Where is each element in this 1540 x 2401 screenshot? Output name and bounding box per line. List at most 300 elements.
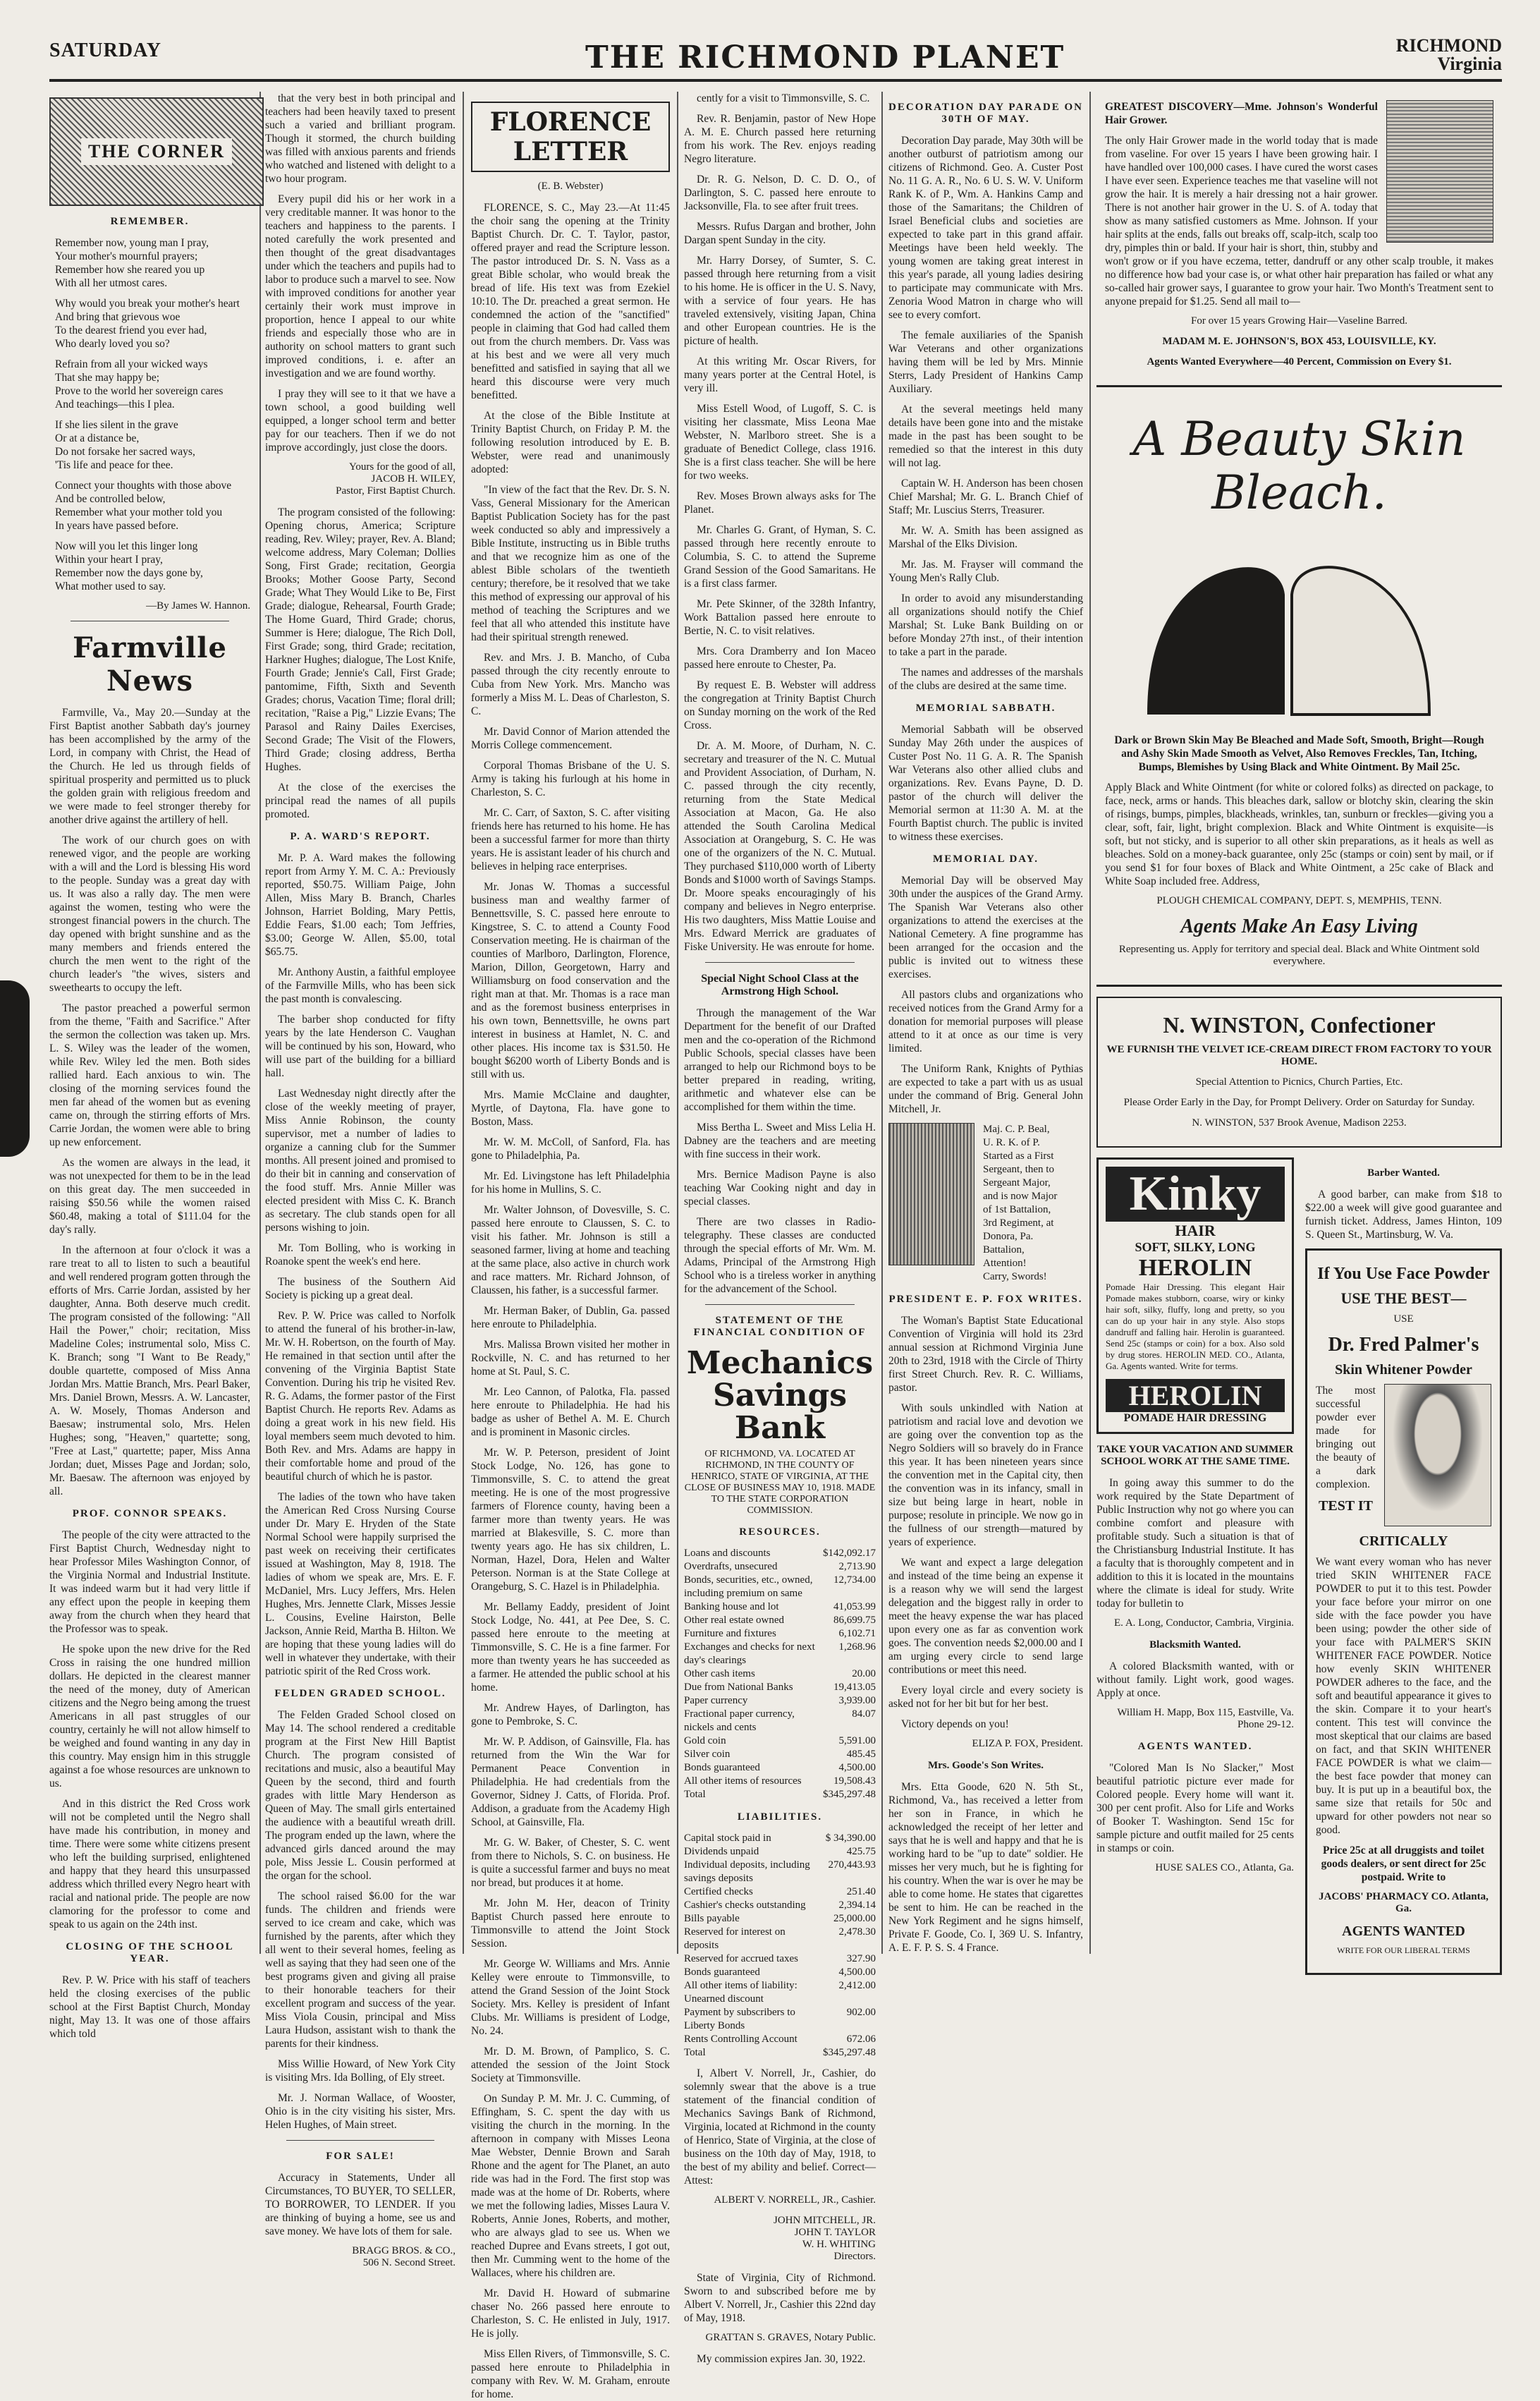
farmville-headline: Farmville News — [73, 631, 227, 698]
article-paragraph: FLORENCE, S. C., May 23.—At 11:45 the choir sang the opening at the Trinity Baptist Church. Dr. C. T. Taylor, pastor, offered prayer and read the Scripture lesson. The pastor introduced Dr. S. N. Vass as a great Bible scholar, who would break the bread of life. His text was from Ezekiel 10:10. The Dr. preached a great sermon. He condemned the action of the "sanctified" people in claiming that God had called them out from the church members. Dr. Vass was at his best and we were all very much benefitted and satisfied in saying that all we heard this discourse were very much benefitted. — [471, 202, 670, 401]
ledger-value: 2,412.00 — [838, 1980, 876, 1991]
masthead-place — [1396, 37, 1502, 73]
article-paragraph: The program consisted of the following: Opening chorus, America; Scripture reading, Rev. Wiley; prayer, Rev. A. Bland; welcome address, Mary Coleman; Dollies Song, First Grade; recitation, Georgia Brooks; Mother Goose Party, Second Grade; What They Would Like to Be, First Grade; dialogue, Rehearsal, Fourth Grade; The Home Guard, Third Grade; chorus, Summer is Here; dialogue, The Rich Doll, First Grade; song, third Grade; recitation, Harkner Hughes; dialogue, The Lost Knife, Fourth Grade; Jennie's Call, First Grade; pantomime, Fifth, Sixth and Seventh Grades; chorus, Vacation Time; floral drill; recitation, "Raise a Pig," Lizzie Evans; The Parasol and Rainy Dailes Exercises, Second Grade; The Visit of the Flowers, Third Grade; closing address, Bertha Hughes. — [265, 506, 456, 773]
ad-heading: GREATEST DISCOVERY—Mme. Johnson's Wonderful Hair Grower. — [1105, 101, 1378, 126]
ledger-row — [684, 1667, 876, 1681]
caption-line: Carry, Swords! — [983, 1271, 1047, 1282]
ledger-value: 4,500.00 — [838, 1762, 876, 1773]
closing-headline: CLOSING OF THE SCHOOL YEAR. — [66, 1941, 234, 1964]
herolin-ad — [1096, 1157, 1294, 1434]
bank-name: Mechanics Savings Bank — [686, 1345, 874, 1446]
letter-signature — [265, 461, 456, 497]
powder-price: Price 25c at all druggists and toilet goods dealers, or sent direct for 25c postpaid. Write to — [1321, 1844, 1486, 1883]
article-paragraph: Mr. Walter Johnson, of Dovesville, S. C. passed here enroute to Claussen, S. C. to visit his father. Mr. Johnson is still a seasoned farmer, living at home and teaching at the same place, also active in church work and race matters. Mr. Richard Johnson, of Claussen, his father, is a successful farmer. — [471, 1204, 670, 1296]
powder-product: Skin Whitener Powder — [1335, 1362, 1472, 1378]
ledger-label: Loans and discounts — [684, 1548, 771, 1559]
decoration-headline: DECORATION DAY PARADE ON 30TH OF MAY. — [888, 102, 1083, 125]
article-paragraph: Mr. Jas. M. Frayser will command the Young Men's Rally Club. — [888, 559, 1083, 584]
lower-ads-right — [1305, 1157, 1502, 1985]
ledger-value: 41,053.99 — [833, 1601, 876, 1612]
total-value: $345,297.48 — [823, 2047, 876, 2058]
lower-ads-left — [1096, 1157, 1294, 1985]
ledger-label: Exchanges and checks for next day's clearings — [684, 1641, 815, 1666]
article-paragraph: Mr. W. A. Smith has been assigned as Marshal of the Elks Division. — [888, 525, 1083, 550]
column-6-ads — [1096, 92, 1502, 1954]
fox-signature: ELIZA P. FOX, President. — [972, 1738, 1083, 1749]
ledger-label: Rents Controlling Account — [684, 2034, 798, 2045]
caption-line: Sergeant, then to — [983, 1164, 1054, 1175]
winston-address: N. WINSTON, 537 Brook Avenue, Madison 2253. — [1192, 1117, 1407, 1129]
article-paragraph: In order to avoid any misunderstanding all organizations should notify the Chief Marshal; St. Luke Bank Building on or before Monday 27th inst., of their intention to take a part in the parade. — [888, 592, 1083, 658]
caption-line: Donora, Pa. — [983, 1231, 1034, 1242]
column-divider — [259, 92, 261, 1954]
herolin-name-footer: HEROLIN — [1106, 1379, 1285, 1412]
article-paragraph: At the close of the exercises the principal read the names of all pupils promoted. — [265, 782, 456, 820]
bank-location: OF RICHMOND, VA. LOCATED AT RICHMOND, IN THE COUNTY OF HENRICO, STATE OF VIRGINIA, AT THE CLOSE OF BUSINESS MAY 10, 1918. MADE TO THE STATE CORPORATION COMMISSION. — [684, 1449, 876, 1516]
ledger-value: 2,713.90 — [838, 1561, 876, 1572]
poem-line: To the dearest friend you ever had, — [55, 324, 207, 336]
ledger-row — [684, 2033, 876, 2046]
article-paragraph: The people of the city were attracted to the First Baptist Church, Wednesday night to hear Professor Miles Washington Connor, of the Virginia Normal and Industrial Institute. It was indeed warm but it had very little if any effect upon the people in keeping them away from the church when they heard that the Professor was to speak. — [49, 1529, 250, 1635]
article-paragraph: At the several meetings held many details have been gone into and the mistake made in the past has been sought to be remedied so that the interest in this duty will not lag. — [888, 403, 1083, 469]
article-paragraph: Rev. P. W. Price with his staff of teachers held the closing exercises of the public school at the First Baptist Church, Monday night, May 13. It was one of those affairs which told — [49, 1974, 250, 2040]
poem-line: Prove to the world her sovereign cares — [55, 385, 224, 397]
poem-line: That she may happy be; — [55, 372, 160, 384]
lower-ads — [1096, 1157, 1502, 1985]
article-paragraph: Dr. A. M. Moore, of Durham, N. C. secretary and treasurer of the N. C. Mutual and Provident Association, of Durham, N. C. passed through the city recently, returning from the State Medical Association at Macon, Ga. He also attended the South Carolina Medical Association at Orangeburg, S. C. He was one of the organizers of the N. C. Mutual. They purchased $110,000 worth of Liberty Bonds and $1000 worth of Savings Stamps. Dr. Moore speaks encouragingly of his company and believes in Negro enterprise. His two daughters, Miss Mattie Louise and Mrs. Edward Merrick are graduates of Fiske University. He was enroute for home. — [684, 740, 876, 953]
beal-portrait-block — [888, 1123, 1083, 1284]
ledger-value: 1,268.96 — [838, 1641, 876, 1653]
poem-line: Why would you break your mother's heart — [55, 298, 240, 310]
masthead-title: THE RICHMOND PLANET — [585, 39, 1065, 75]
poem-line: Refrain from all your wicked ways — [55, 358, 208, 370]
article-paragraph: Mr. Anthony Austin, a faithful employee of the Farmville Mills, who has been sick the past month is convalescing. — [265, 966, 456, 1005]
caption-line: U. R. K. of P. — [983, 1137, 1040, 1148]
article-paragraph: At this writing Mr. Oscar Rivers, for many years porter at the Central Hotel, is very ill. — [684, 355, 876, 394]
poem-line: If she lies silent in the grave — [55, 419, 178, 431]
powder-test: TEST IT CRITICALLY — [1319, 1498, 1448, 1549]
article-paragraph: Miss Willie Howard, of New York City is visiting Mrs. Ida Bolling, of Ely street. — [265, 2058, 456, 2084]
article-paragraph: Corporal Thomas Brisbane of the U. S. Army is taking his furlough at his home in Charleston, S. C. — [471, 760, 670, 798]
poem-line: What mother used to say. — [55, 581, 166, 592]
article-paragraph: that the very best in both principal and teachers had been heavily taxed to present such a varied and brilliant program. Though it stormed, the church building was filled with anxious parents and friends who watched and listened with delight to a two hour program. — [265, 92, 456, 185]
ledger-label: Reserved for accrued taxes — [684, 1953, 798, 1964]
signature-line: JACOB H. WILEY, — [371, 473, 456, 485]
ledger-label: Silver coin — [684, 1749, 731, 1760]
article-paragraph: Mr. P. A. Ward makes the following report from Army Y. M. C. A.: Previously reported, $50.75. William Paige, John Allen, Miss Mary B. Branch, Charles Johnson, Harriet Bolding, Mary Pettis, Eddie Fears, $1.00 each; Tom Jeffries, $3.00; George W. Allen, $5.00, total $65.75. — [265, 852, 456, 958]
winston-note: Special Attention to Picnics, Church Parties, Etc. — [1195, 1076, 1403, 1088]
bank-statement-pre: STATEMENT OF THE FINANCIAL CONDITION OF — [693, 1315, 867, 1338]
ledger-value: 20.00 — [852, 1668, 876, 1679]
column-divider — [881, 92, 883, 1954]
right-face-silhouette — [1292, 567, 1429, 715]
article-paragraph: Every loyal circle and every society is asked not for her bit but for her best. — [888, 1684, 1083, 1710]
article-paragraph: Mr. Pete Skinner, of the 328th Infantry, Work Battalion passed here enroute to Bertie, N. C. to visit relatives. — [684, 598, 876, 637]
poem-line: And teachings—this I plea. — [55, 399, 175, 411]
soldier-photo — [888, 1123, 974, 1265]
felden-headline: FELDEN GRADED SCHOOL. — [274, 1688, 446, 1699]
ledger-row — [684, 1761, 876, 1775]
ledger-value: 84.07 — [852, 1708, 876, 1720]
kinky-hair: HAIR — [1175, 1222, 1216, 1239]
ledger-label: Other real estate owned — [684, 1615, 785, 1626]
winston-order: Please Order Early in the Day, for Prompt Delivery. Order on Saturday for Sunday. — [1123, 1097, 1475, 1108]
herolin-subtitle: POMADE HAIR DRESSING — [1123, 1412, 1267, 1424]
ledger-label: Payment by subscribers to Liberty Bonds — [684, 2007, 795, 2031]
ledger-value: 25,000.00 — [833, 1913, 876, 1924]
blacksmith-body: A colored Blacksmith wanted, with or without family. Light work, good wages. Apply at once. — [1096, 1660, 1294, 1699]
caption-line: and is now Major — [983, 1191, 1058, 1202]
article-paragraph: Mrs. Etta Goode, 620 N. 5th St., Richmond, Va., has received a letter from her son in France, in which he acknowledged the receipt of her letter and says that he is well and happy and that he is working hard to be "up to date" soldier. He misses her very much, but he is fighting for his country. When the war is over he may be able to come home. He states that cigarettes be sent to him. He can be reached in the New York Regiment and he signs himself, Private F. Goode, Co. I, 369 U. S. Infantry, A. E. F. P. S. S. 4 France. — [888, 1781, 1083, 1954]
ledger-value: 251.40 — [846, 1886, 876, 1897]
page-damage — [0, 980, 30, 1157]
divider — [286, 2140, 434, 2141]
poem-line: Remember how she reared you up — [55, 264, 205, 276]
powder-address: JACOBS' PHARMACY CO. Atlanta, Ga. — [1319, 1891, 1489, 1914]
ad-address: MADAM M. E. JOHNSON'S, BOX 453, LOUISVILLE, KY. — [1162, 336, 1436, 347]
bleach-address: PLOUGH CHEMICAL COMPANY, DEPT. S, MEMPHIS, TENN. — [1156, 895, 1442, 906]
director-name: JOHN MITCHELL, JR. — [774, 2215, 876, 2226]
barber-headline: Barber Wanted. — [1367, 1167, 1440, 1179]
article-paragraph: Accuracy in Statements, Under all Circumstances, TO BUYER, TO SELLER, TO BORROWER, TO LENDER. If you are thinking of buying a home, see us and save money. We have lots of them for sale. — [265, 2172, 456, 2237]
article-paragraph: Mrs. Malissa Brown visited her mother in Rockville, N. C. and has returned to her home at St. Paul, S. C. — [471, 1339, 670, 1378]
ledger-value: 2,394.14 — [838, 1899, 876, 1911]
poem-line: Or at a distance be, — [55, 432, 140, 444]
powder-body-2: We want every woman who has never tried SKIN WHITENER FACE POWDER to put it to this test. Powder your face before your mirror on one side with the face powder you have been using; powder the other side of your face with PALMER'S SKIN WHITENER FACE POWDER. Notice how evenly SKIN WHITENER POWDER adheres to the face, and the soft and beautiful appearance it gives to the skin. Compare it to your heart's content. This test will convince the most skeptical that our claims are based on fact, and that SKIN WHITENER FACE POWDER is what we claim—the best face powder that money can buy. It is put up in a beautiful box, the same size that retails for 50c and upward for other powders not near so good. — [1316, 1556, 1491, 1836]
article-paragraph: Mr. Herman Baker, of Dublin, Ga. passed here enroute to Philadelphia. — [471, 1305, 670, 1330]
ledger-row — [684, 1979, 876, 2006]
ledger-row — [684, 1708, 876, 1734]
bank-oath: I, Albert V. Norrell, Jr., Cashier, do solemnly swear that the above is a true statement of the financial condition of Mechanics Savings Bank of Richmond, Virginia, located at Richmond in the county of Henrico, State of Virginia, at the close of business on the 10th day of May, 1918, to the best of my ability and belief. Correct—Attest: — [684, 2067, 876, 2187]
signature-line: BRAGG BROS. & CO., — [352, 2245, 456, 2256]
article-paragraph: Mr. Ed. Livingstone has left Philadelphia for his home in Mullins, S. C. — [471, 1170, 670, 1196]
article-paragraph: Mr. David H. Howard of submarine chaser No. 266 passed here enroute to Charleston, S. C. He enlisted in July, 1917. He is jolly. — [471, 2287, 670, 2340]
ledger-label: Banking house and lot — [684, 1601, 779, 1612]
ledger-label: Fractional paper currency, nickels and cents — [684, 1708, 795, 1733]
ledger-row — [684, 1734, 876, 1748]
caption-line: 3rd Regiment, at — [983, 1217, 1054, 1229]
article-paragraph: The barber shop conducted for fifty years by the late Henderson C. Vaughan will be continued by his son, Howard, who will use part of the building for a billiard hall. — [265, 1014, 456, 1079]
poem-line: Remember now the days gone by, — [55, 567, 203, 579]
ledger-label: Paper currency — [684, 1695, 748, 1706]
ledger-row — [684, 1600, 876, 1614]
bleach-title: A Beauty Skin Bleach. — [1132, 412, 1466, 520]
signature-line: Pastor, First Baptist Church. — [336, 485, 456, 497]
ledger-label: Bonds guaranteed — [684, 1967, 760, 1978]
powder-line-1: If You Use Face Powder — [1317, 1265, 1490, 1283]
ledger-row — [684, 1641, 876, 1667]
lady-illustration — [1384, 1384, 1491, 1526]
article-paragraph: By request E. B. Webster will address the congregation at Trinity Baptist Church on Sunday morning on the work of the Red Cross. — [684, 679, 876, 731]
connor-headline: PROF. CONNOR SPEAKS. — [72, 1508, 228, 1519]
vacation-signature: E. A. Long, Conductor, Cambria, Virginia. — [1114, 1617, 1294, 1629]
ledger-value: $142,092.17 — [823, 1548, 876, 1559]
bleach-lead: Dark or Brown Skin May Be Bleached and Made Soft, Smooth, Bright—Rough and Ashy Skin Made Smooth as Velvet, Also Removes Freckles, Tan, Itching, Bumps, Blemishes by Using Black and White Ointment. By Mail 25c. — [1114, 734, 1484, 773]
liabilities-table — [684, 1832, 876, 2046]
article-paragraph: Every pupil did his or her work in a very creditable manner. It was honor to the teachers and happiness to the parents. I noted carefully the work presented and then thought of the great disadvantages under which the teachers and pupils had to labor to produce such a marvel to see. Now with improved conditions for another year certainly their work must improve in proportion, hence I appeal to our white friends and especially those who are in authority on school matters to grant such improved conditions, i. e. after an investigation and we are found worthy. — [265, 193, 456, 379]
ledger-row — [684, 1748, 876, 1761]
sale-signature — [265, 2245, 456, 2269]
article-paragraph: There are two classes in Radio-telegraphy. These classes are conducted through the special efforts of Mr. Wm. M. Adams, Principal of the Armstrong High School who is a tireless worker in anything for the advancement of the School. — [684, 1216, 876, 1295]
caption-line: Battalion, — [983, 1244, 1025, 1256]
ledger-value: 19,413.05 — [833, 1682, 876, 1693]
article-paragraph: We want and expect a large delegation and instead of the time being an expense it is a reason why we will send the largest delegation and the biggest rally in order to meet the heavy expense the war has placed upon every one as far as convention work goes. The convention needs $2,000.00 and I am urging every circle to send large contributions or meet this need. — [888, 1557, 1083, 1676]
article-paragraph: Mrs. Cora Dramberry and Ion Maceo passed here enroute to Chester, Pa. — [684, 645, 876, 671]
article-paragraph: Last Wednesday night directly after the close of the weekly meeting of prayer, Miss Annie Robinson, the county supervisor, met a number of ladies to organize a canning club for the Summer months. All present joined and promised to do their bit in canning and conservation of the food stuff. Mrs. Annie Miller was elected president with Miss C. K. Branch as secretary. The club stands open for all persons wishing to join. — [265, 1088, 456, 1234]
poem-line: In years have passed before. — [55, 520, 179, 532]
article-paragraph: Mr. Harry Dorsey, of Sumter, S. C. passed through here returning from a visit to his home. He is officer in the U. S. Navy, with a service of four years. He has traveled extensively, visiting Japan, China and other European countries. He is the picture of health. — [684, 255, 876, 347]
blacksmith-headline: Blacksmith Wanted. — [1149, 1639, 1241, 1651]
article-paragraph: The female auxiliaries of the Spanish War Veterans and other organizations having them will be led by Mrs. Minnie Sterrs, Lady President of Hankins Camp Auxiliary. — [888, 329, 1083, 395]
ledger-row — [684, 1547, 876, 1560]
ledger-label: Bonds, securities, etc., owned, including premium on same — [684, 1574, 813, 1599]
resources-head: RESOURCES. — [739, 1526, 821, 1538]
poem-line: Within your heart I pray, — [55, 554, 163, 566]
vacation-headline: TAKE YOUR VACATION AND SUMMER SCHOOL WORK AT THE SAME TIME. — [1096, 1444, 1294, 1467]
skin-bleach-ad — [1096, 397, 1502, 987]
ledger-row — [684, 2006, 876, 2033]
masthead-rule — [49, 79, 1502, 82]
article-paragraph: Mr. George W. Williams and Mrs. Annie Kelley were enroute to Timmonsville, to attend the Grand Session of the Joint Stock Society. Mrs. Kelley is president of Infant Clubs. Mr. Williams is president of Lodge, No. 24. — [471, 1958, 670, 2037]
article-paragraph: Mr. Charles G. Grant, of Hyman, S. C. passed through here recently enroute to Columbia, S. C. to attend the Supreme Grand Session of the Good Samaritans. He is a first class farmer. — [684, 524, 876, 590]
ledger-label: Bonds guaranteed — [684, 1762, 760, 1773]
ledger-value: 86,699.75 — [833, 1615, 876, 1626]
oath-signature: ALBERT V. NORRELL, JR., Cashier. — [714, 2194, 876, 2206]
total-label: Total — [684, 1789, 706, 1800]
kinky-tagline: SOFT, SILKY, LONG — [1135, 1240, 1256, 1254]
directors — [684, 2215, 876, 2263]
article-paragraph: The ladies of the town who have taken the American Red Cross Nursing Course under Dr. Mary E. Hryden of the State Normal School were happily surprised the past week on receiving their certificates issued at Washington, May 8, 1918. The ladies of whom we speak are, Mrs. E. F. McDaniel, Mrs. Lucy Jeffers, Mrs. Helen Hughes, Mrs. Jennette Clark, Misses Jessie L. Cousins, Eveline Hairston, Belle Jackson, Annie Reid, Martha B. Hilton. We are hoping that these young ladies will do well in whatever they undertake, with their patriotic spirit of the Red Cross work. — [265, 1491, 456, 1677]
ledger-row — [684, 1926, 876, 1952]
memorial-sabbath-headline: MEMORIAL SABBATH. — [915, 703, 1056, 714]
memorial-day-headline: MEMORIAL DAY. — [933, 853, 1039, 865]
ledger-label: Individual deposits, including savings deposits — [684, 1859, 810, 1884]
poem-line: Now will you let this linger long — [55, 540, 198, 552]
powder-brand: Dr. Fred Palmer's — [1328, 1334, 1479, 1356]
total-value: $345,297.48 — [823, 1789, 876, 1800]
article-paragraph: Messrs. Rufus Dargan and brother, John Dargan spent Sunday in the city. — [684, 221, 876, 246]
ledger-label: All other items of resources — [684, 1775, 802, 1787]
column-5 — [888, 92, 1083, 1954]
article-paragraph: Miss Estell Wood, of Lugoff, S. C. is visiting her classmate, Miss Leona Mae Webster, N. Marlboro street. She is a graduate of Benedict College, class 1916. She is a first class teacher. She will be here for two weeks. — [684, 403, 876, 482]
bleach-body: Apply Black and White Ointment (for white or colored folks) as directed on package, to face, neck, arms or hands. This bleaches dark, sallow or blotchy skin, clearing the skin of risings, bumps, pimples, blackheads, wrinkles, tan, sunburn or freckles—giving you a clear, soft, fair, light, bright complexion. Black and White Ointment is exquisite—is soft, but not sticky, and is superior to all other skin preparations, as it heals as well as bleaches. Sold on a money-back guarantee, only 25c (stamps or coin) sent by mail, or if you send $1 for four boxes of Black and White Ointment, a 25c cake of Black and White Soap included free. Address, — [1105, 782, 1493, 887]
article-paragraph: As the women are always in the lead, it was not unexpected for them to be in the lead on this great day. The men succeeded in raising $50.56 while the women raised $60.48, making a total of $111.04 for the day's rally. — [49, 1157, 250, 1236]
article-paragraph: cently for a visit to Timmonsville, S. C. — [697, 92, 870, 104]
column-divider — [463, 92, 464, 1954]
silhouette-image — [1105, 531, 1472, 722]
bleach-footer: Representing us. Apply for territory and special deal. Black and White Ointment sold everywhere. — [1118, 944, 1480, 967]
signature-line: 506 N. Second Street. — [362, 2257, 456, 2268]
article-paragraph: Mr. W. P. Addison, of Gainsville, Fla. has returned from the Win the War for Permanent Peace Convention in Philadelphia. He had credentials from the Governor, Sidney J. Catts, of Florida. Prof. Addison, a graduate from the Academy High School, at Gainsville, Fla. — [471, 1736, 670, 1828]
poem-line: Connect your thoughts with those above — [55, 480, 232, 492]
article-paragraph: Mr. Bellamy Eaddy, president of Joint Stock Lodge, No. 441, at Pee Dee, S. C. passed here enroute to the meeting at Timmonsville, S. C. He is a fine farmer. For more than twenty years he has succeeded as a farmer. He attended the public school at his home. — [471, 1601, 670, 1694]
ledger-label: Reserved for interest on deposits — [684, 1926, 786, 1951]
goode-headline: Mrs. Goode's Son Writes. — [927, 1760, 1044, 1771]
column-divider — [1089, 92, 1091, 1954]
ledger-value: 19,508.43 — [833, 1775, 876, 1787]
ledger-label: Dividends unpaid — [684, 1846, 759, 1857]
poem-line: With all her utmost cares. — [55, 277, 168, 289]
ledger-row — [684, 1775, 876, 1788]
article-paragraph: The Woman's Baptist State Educational Convention of Virginia will hold its 23rd annual session at Richmond Virginia June 20th to 23rd, 1918 with the Circle of Thirty first Street Church. Rev. R. C. Williams, pastor. — [888, 1315, 1083, 1394]
liabilities-total-row — [684, 2046, 876, 2060]
ledger-label: Furniture and fixtures — [684, 1628, 776, 1639]
agents-headline: AGENTS WANTED. — [1137, 1741, 1253, 1752]
caption-line: Attention! — [983, 1258, 1027, 1269]
article-paragraph: The Felden Graded School closed on May 14. The school rendered a creditable program at the First New Hill Baptist Church. The program consisted of recitations and music, also a beautiful May Queen by the second, third and fourth grades with little Mary Henderson as Queen of May. The small girls entertained the audience with a beautiful wreath drill. The program ended up the lawn, where the advanced girls danced around the may pole, Miss Jessie L. Cousin performed at the organ for the school. — [265, 1709, 456, 1882]
powder-terms: WRITE FOR OUR LIBERAL TERMS — [1337, 1945, 1470, 1955]
masthead-city: RICHMOND — [1395, 35, 1502, 56]
ledger-row — [684, 1845, 876, 1859]
ledger-label: Due from National Banks — [684, 1682, 793, 1693]
vacation-body: In going away this summer to do the work required by the State Department of Public Instruction why not go where you can combine comfort and pleasure with profitable study. Such a situation is that of the Christiansburg Industrial Institute. It has a faculty that is thoroughly competent and in addition to this it is located in the mountains where the climate is ideal for study. Write today for bulletin to — [1096, 1477, 1294, 1610]
director-label: Directors. — [833, 2251, 876, 2262]
article-paragraph: And in this district the Red Cross work will not be completed until the Negro shall have made his contribution, in money and time. There were some white citizens present who left the building surprised, enlightened and happy that they heard this unsurpassed address which thrilled every Negro heart with racial and national pride. The people are now clamoring for the professor to come and speak to us again on the 24th inst. — [49, 1798, 250, 1931]
article-paragraph: He spoke upon the new drive for the Red Cross in raising the one hundred million dollars. He depicted in the clearest manner the need of the money, duty of American citizens and the Negro being among the truest Americans in all past struggles of our country, certainly he will not allow himself to be weighed and found wanting in any day in this country. May ensign him in this struggle against a foe whose resources are unknown to us. — [49, 1643, 250, 1789]
article-paragraph: The Uniform Rank, Knights of Pythias are expected to take a part with us as usual under the command of Brig. General John Mitchell, Jr. — [888, 1063, 1083, 1115]
article-paragraph: On Sunday P. M. Mr. J. C. Cumming, of Effingham, S. C. spent the day with us visiting the church in the morning. In the afternoon in company with Misses Leona Mae Webster, Dennie Brown and Sarah Rhone and the agent for The Planet, an auto ride was had in the Ford. The first stop was made was at the home of Dr. Roberts, where we met the following ladies, Misses Laura V. Roberts, Annie Jones, Roberts, and mother, who are always glad to see us. When we reached Dupree and Evans streets, I got out, then Mr. Cumming went to the home of the Wallaces, where his children are. — [471, 2093, 670, 2279]
article-paragraph: Farmville, Va., May 20.—Sunday at the First Baptist another Sabbath day's journey has been accomplished by the army of the Lord, in company with Christ, the Head of the Church. He led us through fields of spiritual prosperity and permitted us to pluck the golden grain with religious freedom and we were made to feel stronger thereby for another drive against the artillery of hell. — [49, 707, 250, 826]
article-paragraph: The work of our church goes on with renewed vigor, and the people are working with a will and the Lord is blessing His word to the people. Sunday was a great day with us. It was also a rally day. The men were against the women, testing who were the strongest financial powers in the church. The day opened with bright sunshine and as the many members and friends entered the church the men went to the right of the church leader's "the wives, sisters and sweethearts to occupy the left. — [49, 834, 250, 994]
article-paragraph: Miss Bertha L. Sweet and Miss Lelia H. Dabney are the teachers and are meeting with fine success in their work. — [684, 1122, 876, 1160]
ledger-value: $ 34,390.00 — [825, 1832, 876, 1844]
poem-line: And bring that grievous woe — [55, 311, 181, 323]
ledger-value: 327.90 — [846, 1953, 876, 1964]
ledger-label: Certified checks — [684, 1886, 753, 1897]
article-paragraph: In the afternoon at four o'clock it was a rare treat to all to listen to such a beautiful and well rendered program gotten through the efforts of Mrs. Carrie Jordan, assisted by her daughter, Anna. Both deserve much credit. The program consisted of the following: "All Hail the Power," choir; recitation, Miss Madeline Coles; instrumental solo, Miss C. K. Branch; song "I Want to Be Ready," double quartette, composed of Miss Anna Jordan Mrs. Mattie Branch, Mrs. Pearl Baker, Mrs. Daniel Brown, Messrs. A. W. Lancaster, A. W. Mosely, Thomas Anderson and Baesaw; instrumental solo, Mrs. Helen Hughes; song, "Heaven," quartette; song, "Free at Last," quartette; paper, Miss Anna Jordan; duet, Misses Page and Jordan; solo, Mr. Baesaw. The afternoon was enjoyed by all. — [49, 1244, 250, 1497]
corner-logo-text: THE CORNER — [81, 138, 232, 165]
ledger-row — [684, 1912, 876, 1926]
article-paragraph: Rev. and Mrs. J. B. Mancho, of Cuba passed through the city recently enroute to Cuba from New York. Mrs. Mancho was formerly a Miss M. L. Deas of Charleston, S. C. — [471, 652, 670, 717]
ledger-row — [684, 1574, 876, 1600]
corner-logo — [49, 97, 264, 206]
director-name: W. H. WHITING — [802, 2239, 876, 2250]
column-divider — [677, 92, 678, 1954]
florence-headline: FLORENCE LETTER — [471, 102, 670, 172]
barber-body: A good barber, can make from $18 to $22.00 a week will give good guarantee and furnish ticket. Address, James Hinton, 109 S. Queen St., Martinsburg, W. Va. — [1305, 1189, 1502, 1241]
ledger-row — [684, 1560, 876, 1574]
ward-headline: P. A. WARD'S REPORT. — [290, 831, 431, 842]
article-paragraph: Rev. Moses Brown always asks for The Planet. — [684, 490, 876, 516]
article-paragraph: Mr. W. P. Peterson, president of Joint Stock Lodge, No. 126, has gone to Timmonsville, S. C. to attend the great meeting. He is one of the most progressive farmers of Florence county, having been a farmer more than twenty years. He was married at Blakesville, S. C. more than twenty years ago. He has six children, L. Norman, Hazel, Dora, Helen and Walter Peterson. Norman is at the State College at Orangeburg, S. C. Hazel is in Philadelphia. — [471, 1447, 670, 1593]
ledger-value: 4,500.00 — [838, 1967, 876, 1978]
caption-line: Maj. C. P. Beal, — [983, 1124, 1050, 1135]
article-paragraph: Miss Ellen Rivers, of Timmonsville, S. C. passed here enroute to Philadelphia in company with Rev. W. M. Graham, enroute for home. — [471, 2348, 670, 2400]
article-paragraph: Rev. R. Benjamin, pastor of New Hope A. M. E. Church passed here returning from his work. The Rev. enjoys reading Negro literature. — [684, 113, 876, 165]
column-1 — [49, 92, 250, 2040]
ledger-label: All other items of liability: Unearned discount — [684, 1980, 798, 2005]
ad-body: The only Hair Grower made in the world today that is made from vaseline. For over 15 years I have been growing hair. I have handled over 100,000 cases. I have cured the worst cases I have ever seen. Experience teaches me that vaseline will not grow the hair. It is merely a hair dressing not a hair grower. There is not another hair grower in the U. S. of A. today that show as many satisfied customers as Mme. Johnson. If your hair splits at the ends, falls out breaks off, scalp-itch, scalp too dry, pimples thin or bald. If your hair is short, thin, stubby and won't grow or if you have eczema, tetter, dandruff or any other scalp trouble, it makes no difference how bad your case is, or what other hair preparation has failed or what any so-called hair grower says, I guarantee to grow your hair. Two Month's Treatment sent to anyone prepaid for $1.25. Send all mail to— — [1105, 135, 1493, 308]
poem-line: Who dearly loved you so? — [55, 338, 170, 350]
article-paragraph: Mr. David Connor of Marion attended the Morris College commencement. — [471, 726, 670, 751]
poem-line: Remember what your mother told you — [55, 506, 223, 518]
article-paragraph: Decoration Day parade, May 30th will be another outburst of patriotism among our citizens of Richmond. Geo. A. Custer Post No. 11 G. A. R., No. 6 U. S. W. V. Uniform Rank K. of P., Wm. A. Hankins Camp and those of the Samaritans; the Children of Israel Beneficial clubs and societies are expected to take part in this grand affair. Meetings have been held weekly. The young women are taking great interest in this year's parade, all young ladies desiring to participate may communicate with Mrs. Zenoria Wood Matron in charge who will see to every comfort. — [888, 135, 1083, 321]
liabilities-head: LIABILITIES. — [737, 1811, 823, 1823]
left-face-silhouette — [1147, 567, 1285, 715]
article-paragraph: The business of the Southern Aid Society is picking up a great deal. — [265, 1276, 456, 1301]
article-paragraph: Mr. W. M. McColl, of Sanford, Fla. has gone to Philadelphia, Pa. — [471, 1136, 670, 1162]
ledger-label: Cashier's checks outstanding — [684, 1899, 806, 1911]
article-paragraph: Mr. John M. Her, deacon of Trinity Baptist Church passed here enroute to Timmonsville to attend the Joint Stock Session. — [471, 1897, 670, 1950]
ledger-value: 6,102.71 — [838, 1628, 876, 1639]
article-paragraph: Through the management of the War Department for the benefit of our Drafted men and the co-operation of the Richmond Public Schools, special classes have been arranged to help our Richmond boys to be better prepared in reading, writing, arithmetic and whatever else can be accomplished for them within the time. — [684, 1007, 876, 1113]
poem-line: Your mother's mournful prayers; — [55, 250, 198, 262]
ledger-value: 5,591.00 — [838, 1735, 876, 1746]
article-paragraph: The names and addresses of the marshals of the clubs are desired at the same time. — [888, 667, 1083, 692]
powder-agents: AGENTS WANTED — [1342, 1923, 1465, 1939]
article-paragraph: Victory depends on you! — [901, 1718, 1009, 1730]
winston-ad — [1096, 997, 1502, 1148]
signature-line: Yours for the good of all, — [349, 461, 456, 473]
article-paragraph: Mr. D. M. Brown, of Pamplico, S. C. attended the session of the Joint Stock Society at Timmonsville. — [471, 2046, 670, 2084]
ledger-value: 3,939.00 — [838, 1695, 876, 1706]
column-3 — [471, 92, 670, 2400]
article-paragraph: At the close of the Bible Institute at Trinity Baptist Church, on Friday P. M. the following resolution introduced by E. B. Webster, were read and unanimously adopted: — [471, 410, 670, 475]
special-class-headline: Special Night School Class at the Armstrong High School. — [701, 973, 859, 997]
ledger-value: 902.00 — [846, 2007, 876, 2018]
resources-total-row — [684, 1788, 876, 1801]
ledger-row — [684, 1899, 876, 1912]
ledger-value: 485.45 — [846, 1749, 876, 1760]
caption-line: Started as a First — [983, 1150, 1054, 1162]
notary-text: State of Virginia, City of Richmond. Sworn to and subscribed before me by Albert V. Norrell, Jr., Cashier this 22nd day of May, 1918. — [684, 2272, 876, 2324]
ledger-label: Capital stock paid in — [684, 1832, 771, 1844]
poem-line: 'Tis life and peace for thee. — [55, 459, 173, 471]
ledger-row — [684, 1627, 876, 1641]
total-label: Total — [684, 2047, 706, 2058]
article-paragraph: Mr. Andrew Hayes, of Darlington, has gone to Pembroke, S. C. — [471, 1702, 670, 1727]
poem — [49, 236, 250, 593]
resources-table — [684, 1547, 876, 1788]
ledger-value: 270,443.93 — [828, 1859, 876, 1871]
column-2 — [265, 92, 456, 2268]
column-4 — [684, 92, 876, 2365]
article-paragraph: Mr. G. W. Baker, of Chester, S. C. went from there to Nichols, S. C. on business. He is quite a successful farmer and buys no meat nor bread, but produces it at home. — [471, 1837, 670, 1889]
commission-expiry: My commission expires Jan. 30, 1922. — [697, 2353, 866, 2365]
ledger-row — [684, 1885, 876, 1899]
article-paragraph: Dr. R. G. Nelson, D. C. D. O., of Darlington, S. C. passed here enroute to Jacksonville, Fla. to see after fruit trees. — [684, 174, 876, 212]
ledger-value: 672.06 — [846, 2034, 876, 2045]
ad-agents: Agents Wanted Everywhere—40 Percent, Commission on Every $1. — [1147, 356, 1452, 367]
poem-line: Remember now, young man I pray, — [55, 237, 209, 249]
ledger-label: Other cash items — [684, 1668, 755, 1679]
herolin-name: HEROLIN — [1138, 1255, 1252, 1281]
ledger-row — [684, 1694, 876, 1708]
ledger-row — [684, 1681, 876, 1694]
poem-title: REMEMBER. — [110, 216, 190, 227]
poem-line: Do not forsake her sacred ways, — [55, 446, 195, 458]
article-paragraph: Mr. Tom Bolling, who is working in Roanoke spent the week's end here. — [265, 1242, 456, 1268]
article-paragraph: Memorial Day will be observed May 30th under the auspices of the Grand Army. The Spanish War Veterans also other organizations to attend the exercises at the National Cemetery. A fine programme has been arranged for the occasion and the public is invited out to witness these exercises. — [888, 875, 1083, 980]
caption-line: of 1st Battalion, — [983, 1204, 1051, 1215]
masthead — [49, 34, 1502, 90]
poem-byline: —By James W. Hannon. — [146, 600, 250, 612]
article-paragraph: The pastor preached a powerful sermon from the theme, "Faith and Sacrifice." After the sermon the collection was taken up. Mrs. L. S. Wiley was the leader of the women, while Rev. Wiley led the men. Both sides rallied hard. Each anxious to win. The closing of the morning services found the men far ahead of the women but as evening came on, through the stirring efforts of Mrs. Carrie Jordan, the women were able to bring up new enforcement. — [49, 1002, 250, 1148]
article-paragraph: Captain W. H. Anderson has been chosen Chief Marshal; Mr. G. L. Branch Chief of Staff; Mr. Luscius Sterrs, Treasurer. — [888, 478, 1083, 516]
agents-signature: HUSE SALES CO., Atlanta, Ga. — [1155, 1862, 1294, 1873]
ledger-label: Overdrafts, unsecured — [684, 1561, 778, 1572]
article-paragraph: Memorial Sabbath will be observed Sunday May 26th under the auspices of Custer Post No. 11 G. A. R. The Spanish War Veterans also other allied clubs and organizations. Rev. Evans Payne, D. D. pastor of the church will deliver the Memorial sermon at 11:30 A. M. at the Fourth Baptist church. The public is invited to witness these exercises. — [888, 724, 1083, 843]
johnson-hair-ad — [1096, 92, 1502, 387]
winston-subtitle: WE FURNISH THE VELVET ICE-CREAM DIRECT FROM FACTORY TO YOUR HOME. — [1106, 1044, 1492, 1067]
poem-line: And be controlled below, — [55, 493, 166, 505]
divider — [705, 962, 855, 963]
masthead-day: SATURDAY — [49, 39, 161, 61]
ledger-label: Gold coin — [684, 1735, 726, 1746]
masthead-state: Virginia — [1437, 54, 1502, 74]
agents-body: "Colored Man Is No Slacker," Most beautiful patriotic picture ever made for Colored people. Every home will want it. 300 per cent profit. Also for Life and Works of Booker T. Washington. Send 15c for sample picture and outfit mailed for 25 cents in stamps or coin. — [1096, 1762, 1294, 1854]
powder-body-1: The most successful powder ever made for bringing out the beauty of a dark complexion. — [1316, 1385, 1376, 1490]
